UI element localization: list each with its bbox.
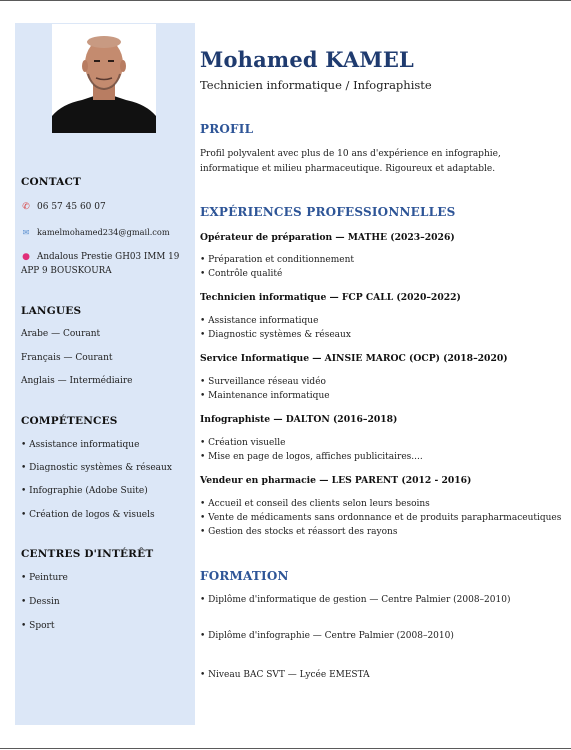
competence-item: • Infographie (Adobe Suite) [21, 486, 148, 496]
job-bullets [200, 436, 423, 464]
job-bullet: • Vente de médicaments sans ordonnance et de produits parapharmaceutiques [200, 511, 561, 525]
formation-heading: FORMATION [200, 569, 289, 583]
job-bullet: • Surveillance réseau vidéo [200, 375, 330, 389]
interet-item: • Dessin [21, 597, 60, 607]
profil-heading: PROFIL [200, 122, 254, 136]
langue-item: Français — Courant [21, 353, 113, 363]
competence-item: • Assistance informatique [21, 440, 140, 450]
address-text: Andalous Prestie GH03 IMM 19 APP 9 BOUSKOURA [21, 252, 180, 276]
phone-icon: ✆ [22, 202, 30, 212]
langues-heading: LANGUES [21, 305, 82, 317]
competences-heading: COMPÉTENCES [21, 415, 118, 427]
langue-item: Arabe — Courant [21, 329, 101, 339]
job-title: Vendeur en pharmacie — LES PARENT (2012 - 2016) [200, 475, 472, 486]
job-bullet: • Assistance informatique [200, 314, 351, 328]
interets-heading: CENTRES D'INTÉRÊT [21, 548, 154, 560]
contact-address [21, 250, 193, 278]
job-title: Service Informatique — AINSIE MAROC (OCP) (2018–2020) [200, 353, 508, 364]
formation-item: • Diplôme d'infographie — Centre Palmier (2008–2010) [200, 631, 454, 641]
job-subtitle: Technicien informatique / Infographiste [200, 78, 432, 92]
job-bullets [200, 314, 351, 342]
contact-heading: CONTACT [21, 176, 82, 188]
job-title: Infographiste — DALTON (2016–2018) [200, 414, 398, 425]
formation-item: • Diplôme d'informatique de gestion — Centre Palmier (2008–2010) [200, 595, 510, 605]
job-title: Technicien informatique — FCP CALL (2020–2022) [200, 292, 461, 303]
job-bullet: • Gestion des stocks et réassort des rayons [200, 525, 561, 539]
top-border-line [0, 0, 571, 1]
email-address: kamelmohamed234@gmail.com [37, 227, 170, 237]
interet-item: • Sport [21, 621, 55, 631]
job-title: Opérateur de préparation — MATHE (2023–2026) [200, 232, 455, 243]
job-bullets [200, 497, 561, 539]
location-pin-icon: ● [22, 252, 30, 262]
competence-item: • Création de logos & visuels [21, 510, 155, 520]
profile-photo [52, 24, 156, 133]
experiences-heading: EXPÉRIENCES PROFESSIONNELLES [200, 205, 456, 219]
competence-item: • Diagnostic systèmes & réseaux [21, 463, 172, 473]
contact-phone [21, 201, 106, 214]
interet-item: • Peinture [21, 573, 68, 583]
job-bullet: • Diagnostic systèmes & réseaux [200, 328, 351, 342]
profil-text: Profil polyvalent avec plus de 10 ans d'expérience en infographie, informatique et milieu pharmaceutique. Rigoureux et adaptable. [200, 149, 501, 174]
candidate-name: Mohamed KAMEL [200, 47, 415, 72]
job-bullet: • Contrôle qualité [200, 267, 354, 281]
mail-icon: ✉ [22, 228, 30, 237]
job-bullet: • Maintenance informatique [200, 389, 330, 403]
bottom-border-line [0, 748, 571, 749]
job-bullets [200, 253, 354, 281]
job-bullets [200, 375, 330, 403]
job-bullet: • Préparation et conditionnement [200, 253, 354, 267]
job-bullet: • Création visuelle [200, 436, 423, 450]
job-bullet: • Mise en page de logos, affiches publicitaires.... [200, 450, 423, 464]
phone-number: 06 57 45 60 07 [37, 202, 106, 212]
contact-email [21, 226, 170, 239]
formation-item: • Niveau BAC SVT — Lycée EMESTA [200, 670, 370, 680]
job-bullet: • Accueil et conseil des clients selon leurs besoins [200, 497, 561, 511]
langue-item: Anglais — Intermédiaire [21, 376, 133, 386]
